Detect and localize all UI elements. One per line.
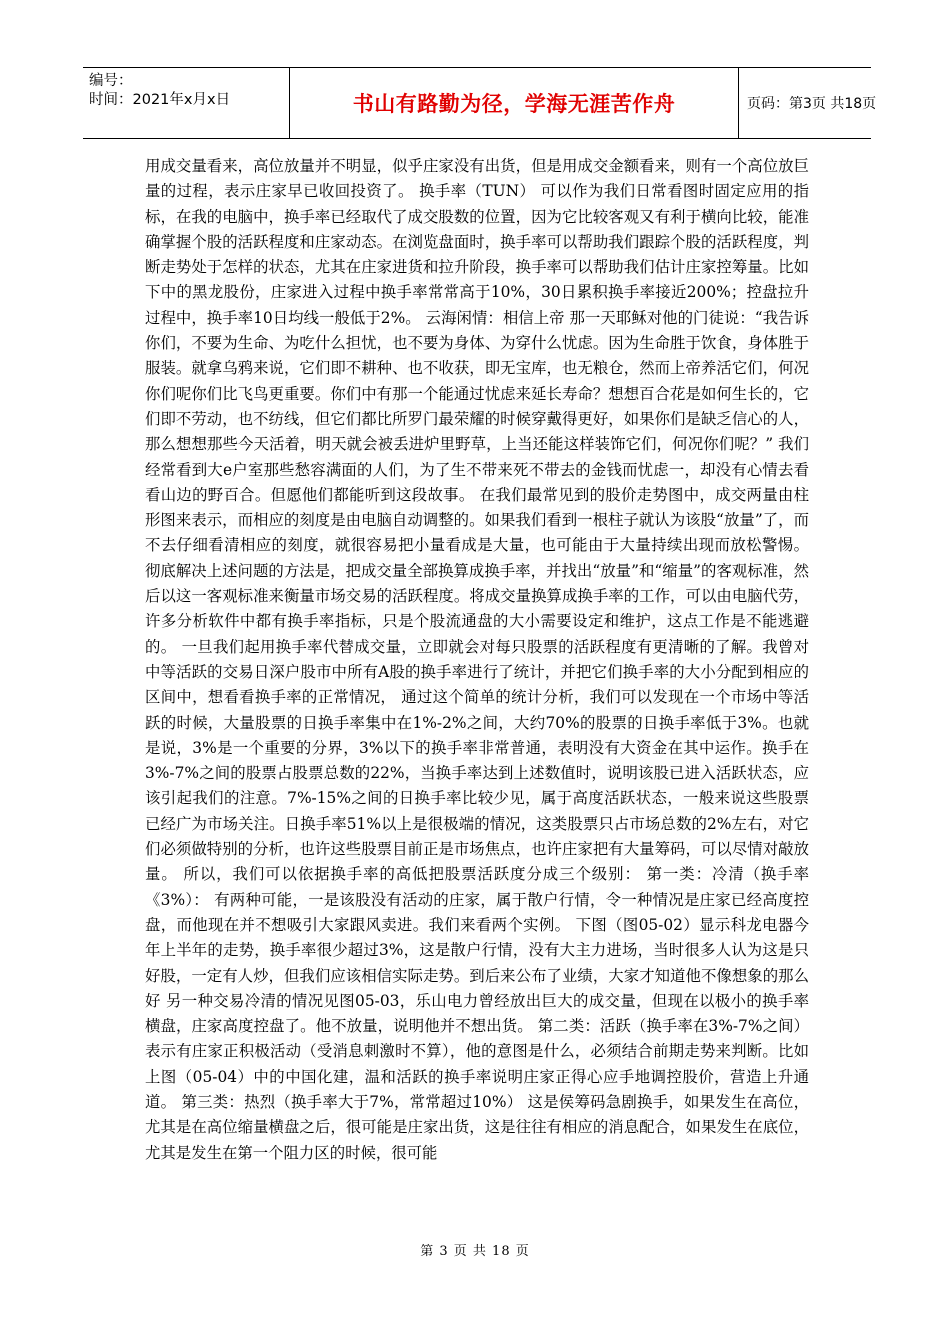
document-number-label: 编号： <box>89 73 133 89</box>
page-header <box>83 67 877 139</box>
document-time-label: 时间：2021年x月x日 <box>89 92 231 108</box>
page-footer: 第 3 页 共 18 页 <box>420 1244 530 1259</box>
header-meta <box>89 72 289 110</box>
body-paragraph: 用成交量看来，高位放量并不明显，似乎庄家没有出货，但是用成交金额看来，则有一个高位放巨量的过程，表示庄家早已收回投资了。 换手率（TUN） 可以作为我们日常看图时固定应用的指标，在我的电脑中，换手率已经取代了成交股数的位置，因为它比较客观又有利于横向比较，能准确掌握个股的活跃程度和庄家动态。在浏览盘面时，换手率可以帮助我们跟踪个股的活跃程度，判断走势处于怎样的状态，尤其在庄家进货和拉升阶段，换手率可以帮助我们估计庄家控筹量。比如下中的黑龙股份，庄家进入过程中换手率常常高于10%，30日累积换手率接近200%；控盘拉升过程中，换手率10日均线一般低于2%。 云海闲情：相信上帝 那一天耶稣对他的门徒说：“我告诉你们，不要为生命、为吃什么担忧，也不要为身体、为穿什么忧虑。因为生命胜于饮食，身体胜于服装。就拿乌鸦来说，它们即不耕种、也不收获，即无宝库，也无粮仓，然而上帝养活它们，何况你们呢你们比飞鸟更重要。你们中有那一个能通过忧虑来延长寿命？想想百合花是如何生长的，它们即不劳动，也不纺线，但它们都比所罗门最荣耀的时候穿戴得更好，如果你们是缺乏信心的人，那么想想那些今天活着，明天就会被丢进炉里野草，上当还能这样装饰它们，何况你们呢？” 我们经常看到大e户室那些愁容满面的人们，为了生不带来死不带去的金钱而忧虑一，却没有心情去看看山边的野百合。但愿他们都能听到这段故事。 在我们最常见到的股价走势图中，成交两量由柱形图来表示，而相应的刻度是由电脑自动调整的。如果我们看到一根柱子就认为该股“放量”了，而不去仔细看清相应的刻度，就很容易把小量看成是大量，也可能由于大量持续出现而放松警惕。 彻底解决上述问题的方法是，把成交量全部换算成换手率，并找出“放量”和“缩量”的客观标准，然后以这一客观标准来衡量市场交易的活跃程度。将成交量换算成换手率的工作，可以由电脑代劳，许多分析软件中都有换手率指标，只是个股流通盘的大小需要设定和维护，这点工作是不能逃避的。 一旦我们起用换手率代替成交量，立即就会对每只股票的活跃程度有更清晰的了解。我曾对中等活跃的交易日深户股市中所有A股的换手率进行了统计，并把它们换手率的大小分配到相应的区间中，想看看换手率的正常情况， 通过这个简单的统计分析，我们可以发现在一个市场中等活跃的时候，大量股票的日换手率集中在1%-2%之间，大约70%的股票的日换手率低于3%。也就是说，3%是一个重要的分界，3%以下的换手率非常普通，表明没有大资金在其中运作。换手在3%-7%之间的股票占股票总数的22%，当换手率达到上述数值时，说明该股已进入活跃状态，应该引起我们的注意。7%-15%之间的日换手率比较少见，属于高度活跃状态，一般来说这些股票已经广为市场关注。日换手率51%以上是很极端的情况，这类股票只占市场总数的2%左右，对它们必须做特别的分析，也许这些股票目前正是市场焦点，也许庄家把有大量筹码，可以尽情对敲放量。 所以，我们可以依据换手率的高低把股票活跃度分成三个级别： 第一类：冷清（换手率《3%）： 有两种可能，一是该股没有活动的庄家，属于散户行情，令一种情况是庄家已经高度控盘，而他现在并不想吸引大家跟风卖进。我们来看两个实例。 下图（图05-02）显示科龙电器今年上半年的走势，换手率很少超过3%，这是散户行情，没有大主力进场，当时很多人认为这是只好股，一定有人炒，但我们应该相信实际走势。到后来公布了业绩，大家才知道他不像想象的那么好 另一种交易冷清的情况见图05-03，乐山电力曾经放出巨大的成交量，但现在以极小的换手率横盘，庄家高度控盘了。他不放量，说明他并不想出货。 第二类：活跃（换手率在3%-7%之间） 表示有庄家正积极活动（受消息刺激时不算），他的意图是什么，必须结合前期走势来判断。比如上图（05-04）中的中国化建，温和活跃的换手率说明庄家正得心应手地调控股价，营造上升通道。 第三类：热烈（换手率大于7%，常常超过10%） 这是侯筹码急剧换手，如果发生在高位，尤其是在高位缩量横盘之后，很可能是庄家出货，这是往往有相应的消息配合，如果发生在底位，尤其是发生在第一个阻力区的时候，很可能 <box>145 157 809 1162</box>
header-motto: 书山有路勤为径，学海无涯苦作舟 <box>289 68 739 138</box>
header-page-info: 页码：第3页 共18页 <box>747 96 877 112</box>
body-content <box>145 154 809 1166</box>
